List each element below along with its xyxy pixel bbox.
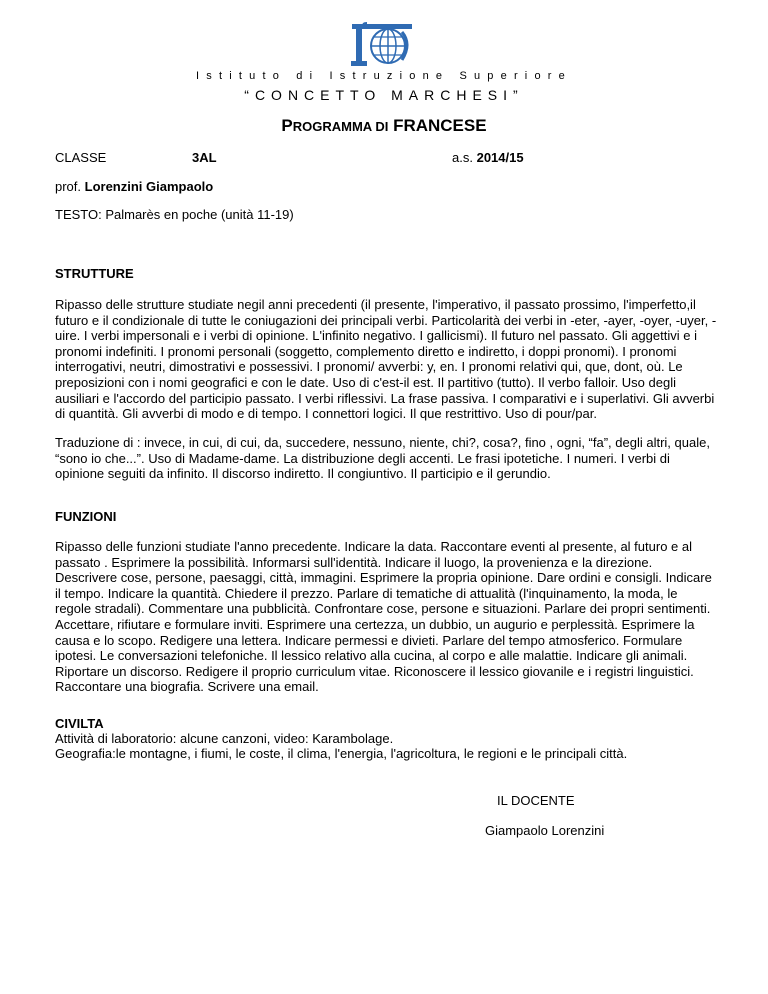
teacher-name: Lorenzini Giampaolo [84, 179, 214, 194]
document-title [0, 116, 768, 136]
strutture-heading: STRUTTURE [55, 266, 134, 281]
civilta-line-1: Attività di laboratorio: alcune canzoni, video: Karambolage. [55, 731, 394, 746]
strutture-body: Ripasso delle strutture studiate negil anni precedenti (il presente, l'imperativo, il passato prossimo, l'imperfetto,il futuro e il condizionale di tutte le coniugazioni dei principali verbi. Particolarità dei verbi in -eter, -ayer, -oyer, -uyer, -uire. I verbi impersonali e i verbi di opinione. L'infinito negativo. I gallicismi). Il futuro nel passato. Gli aggettivi e i pronomi indefiniti. I pronomi personali (soggetto, complemento diretto e indiretto, i doppi pronomi). I pronomi interrogativi, neutri, dimostrativi e possessivi. I pronomi/ avverbi: y, en. I pronomi relativi qui, que, dont, où. Le preposizioni con i nomi geografici e con le date. Uso di c'est-il est. Il partitivo (tutto). Il verbo falloir. Uso degli ausiliari e l'accordo del participio passato. I verbi riflessivi. La frase passiva. I comparativi e i superlativi. Gli avverbi di quantità. Gli avverbi di modo e di tempo. I connettori logici. Il que restrittivo. Uso di pour/par. [55, 297, 717, 422]
funzioni-heading: FUNZIONI [55, 509, 117, 524]
school-year-label: a.s. [452, 150, 473, 165]
institute-subtitle: “CONCETTO MARCHESI” [244, 87, 524, 103]
school-year [452, 150, 524, 165]
institute-name: Istituto di Istruzione Superiore [196, 70, 572, 82]
teacher-label: prof. [55, 179, 82, 194]
title-subject: FRANCESE [393, 116, 487, 135]
civilta-line-2: Geografia:le montagne, i fiumi, le coste, il clima, l'energia, l'agricoltura, le regioni e le principali città. [55, 746, 628, 761]
signature-name: Giampaolo Lorenzini [485, 823, 605, 838]
signature-label: IL DOCENTE [497, 793, 575, 808]
school-year-value: 2014/15 [476, 150, 524, 165]
school-logo-icon [348, 22, 418, 68]
teacher-line [55, 179, 715, 195]
title-prefix-rest: ROGRAMMA DI [292, 119, 389, 134]
funzioni-body: Ripasso delle funzioni studiate l'anno precedente. Indicare la data. Raccontare eventi al presente, al futuro e al passato . Esprimere la possibilità. Informarsi sull'identità. Indicare il luogo, la provenienza e la direzione. Descrivere cose, persone, paesaggi, città, immagini. Esprimere la propria opinione. Dare ordini e consigli. Indicare il tempo. Indicare la quantità. Chiedere il prezzo. Parlare di tematiche di attualità (l'inquinamento, la moda, le regole stradali). Commentare una pubblicità. Confrontare cose, persone e situazioni. Parlare dei propri sentimenti. Accettare, rifiutare e formulare inviti. Esprimere una certezza, un dubbio, un augurio e perplessità. Esprimere la causa e lo scopo. Redigere una lettera. Indicare permessi e divieti. Parlare del tempo atmosferico. Formulare ipotesi. Le conversazioni telefoniche. Il lessico relativo alla cucina, al corpo e alle malattie. Indicare gli animali. Riportare un discorso. Redigere il proprio curriculum vitae. Riconoscere il lessico giovanile e i registri linguistici. Raccontare una biografia. Scrivere una email. [55, 539, 712, 695]
title-prefix-initial: P [281, 116, 293, 135]
classe-label: CLASSE [55, 150, 107, 165]
strutture-translation: Traduzione di : invece, in cui, di cui, da, succedere, nessuno, niente, chi?, cosa?, fino , ogni, “fa”, degli altri, quale, “sono io che...”. Uso di Madame-dame. La distribuzione degli accenti. Le frasi ipotetiche. I numeri. I verbi di opinione seguiti da infinito. Il discorso indiretto. Il congiuntivo. Il participio e il gerundio. [55, 435, 710, 482]
classe-value: 3AL [192, 150, 217, 165]
textbook-line: TESTO: Palmarès en poche (unità 11-19) [55, 207, 294, 222]
civilta-heading: CIVILTA [55, 716, 104, 731]
